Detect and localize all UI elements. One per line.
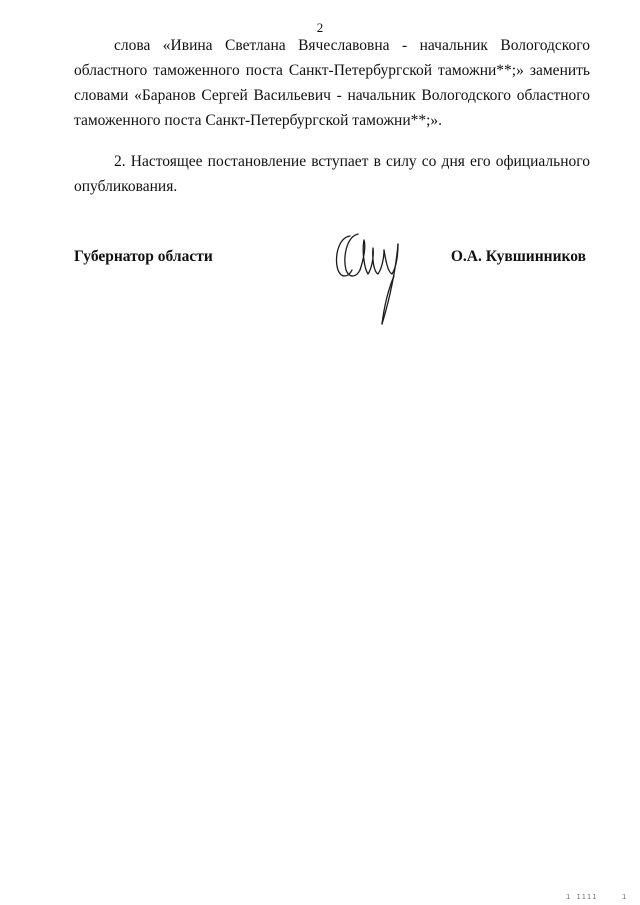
page-number: 2 — [316, 20, 324, 35]
text-line: областного таможенного поста Санкт-Петербургской таможни**;» заменить — [74, 62, 590, 79]
handwritten-signature — [328, 228, 418, 328]
text-line: 2. Настоящее постановление вступает в силу со дня его официального — [114, 153, 590, 170]
text-line: словами «Баранов Сергей Васильевич - начальник Вологодского областного — [74, 87, 590, 104]
footer-mark-right: 1 — [622, 893, 628, 901]
paragraph-effective-date — [74, 149, 590, 199]
signatory-title: Губернатор области — [74, 248, 213, 265]
text-line: таможенного поста Санкт-Петербургской таможни**;». — [74, 112, 443, 129]
footer-mark-left: 1 1111 — [566, 893, 598, 901]
paragraph-replacement — [74, 33, 590, 133]
signatory-name: О.А. Кувшинников — [450, 248, 586, 265]
document-body — [74, 33, 590, 199]
text-line: опубликования. — [74, 178, 178, 195]
text-line: слова «Ивина Светлана Вячеславовна - начальник Вологодского — [114, 37, 590, 54]
